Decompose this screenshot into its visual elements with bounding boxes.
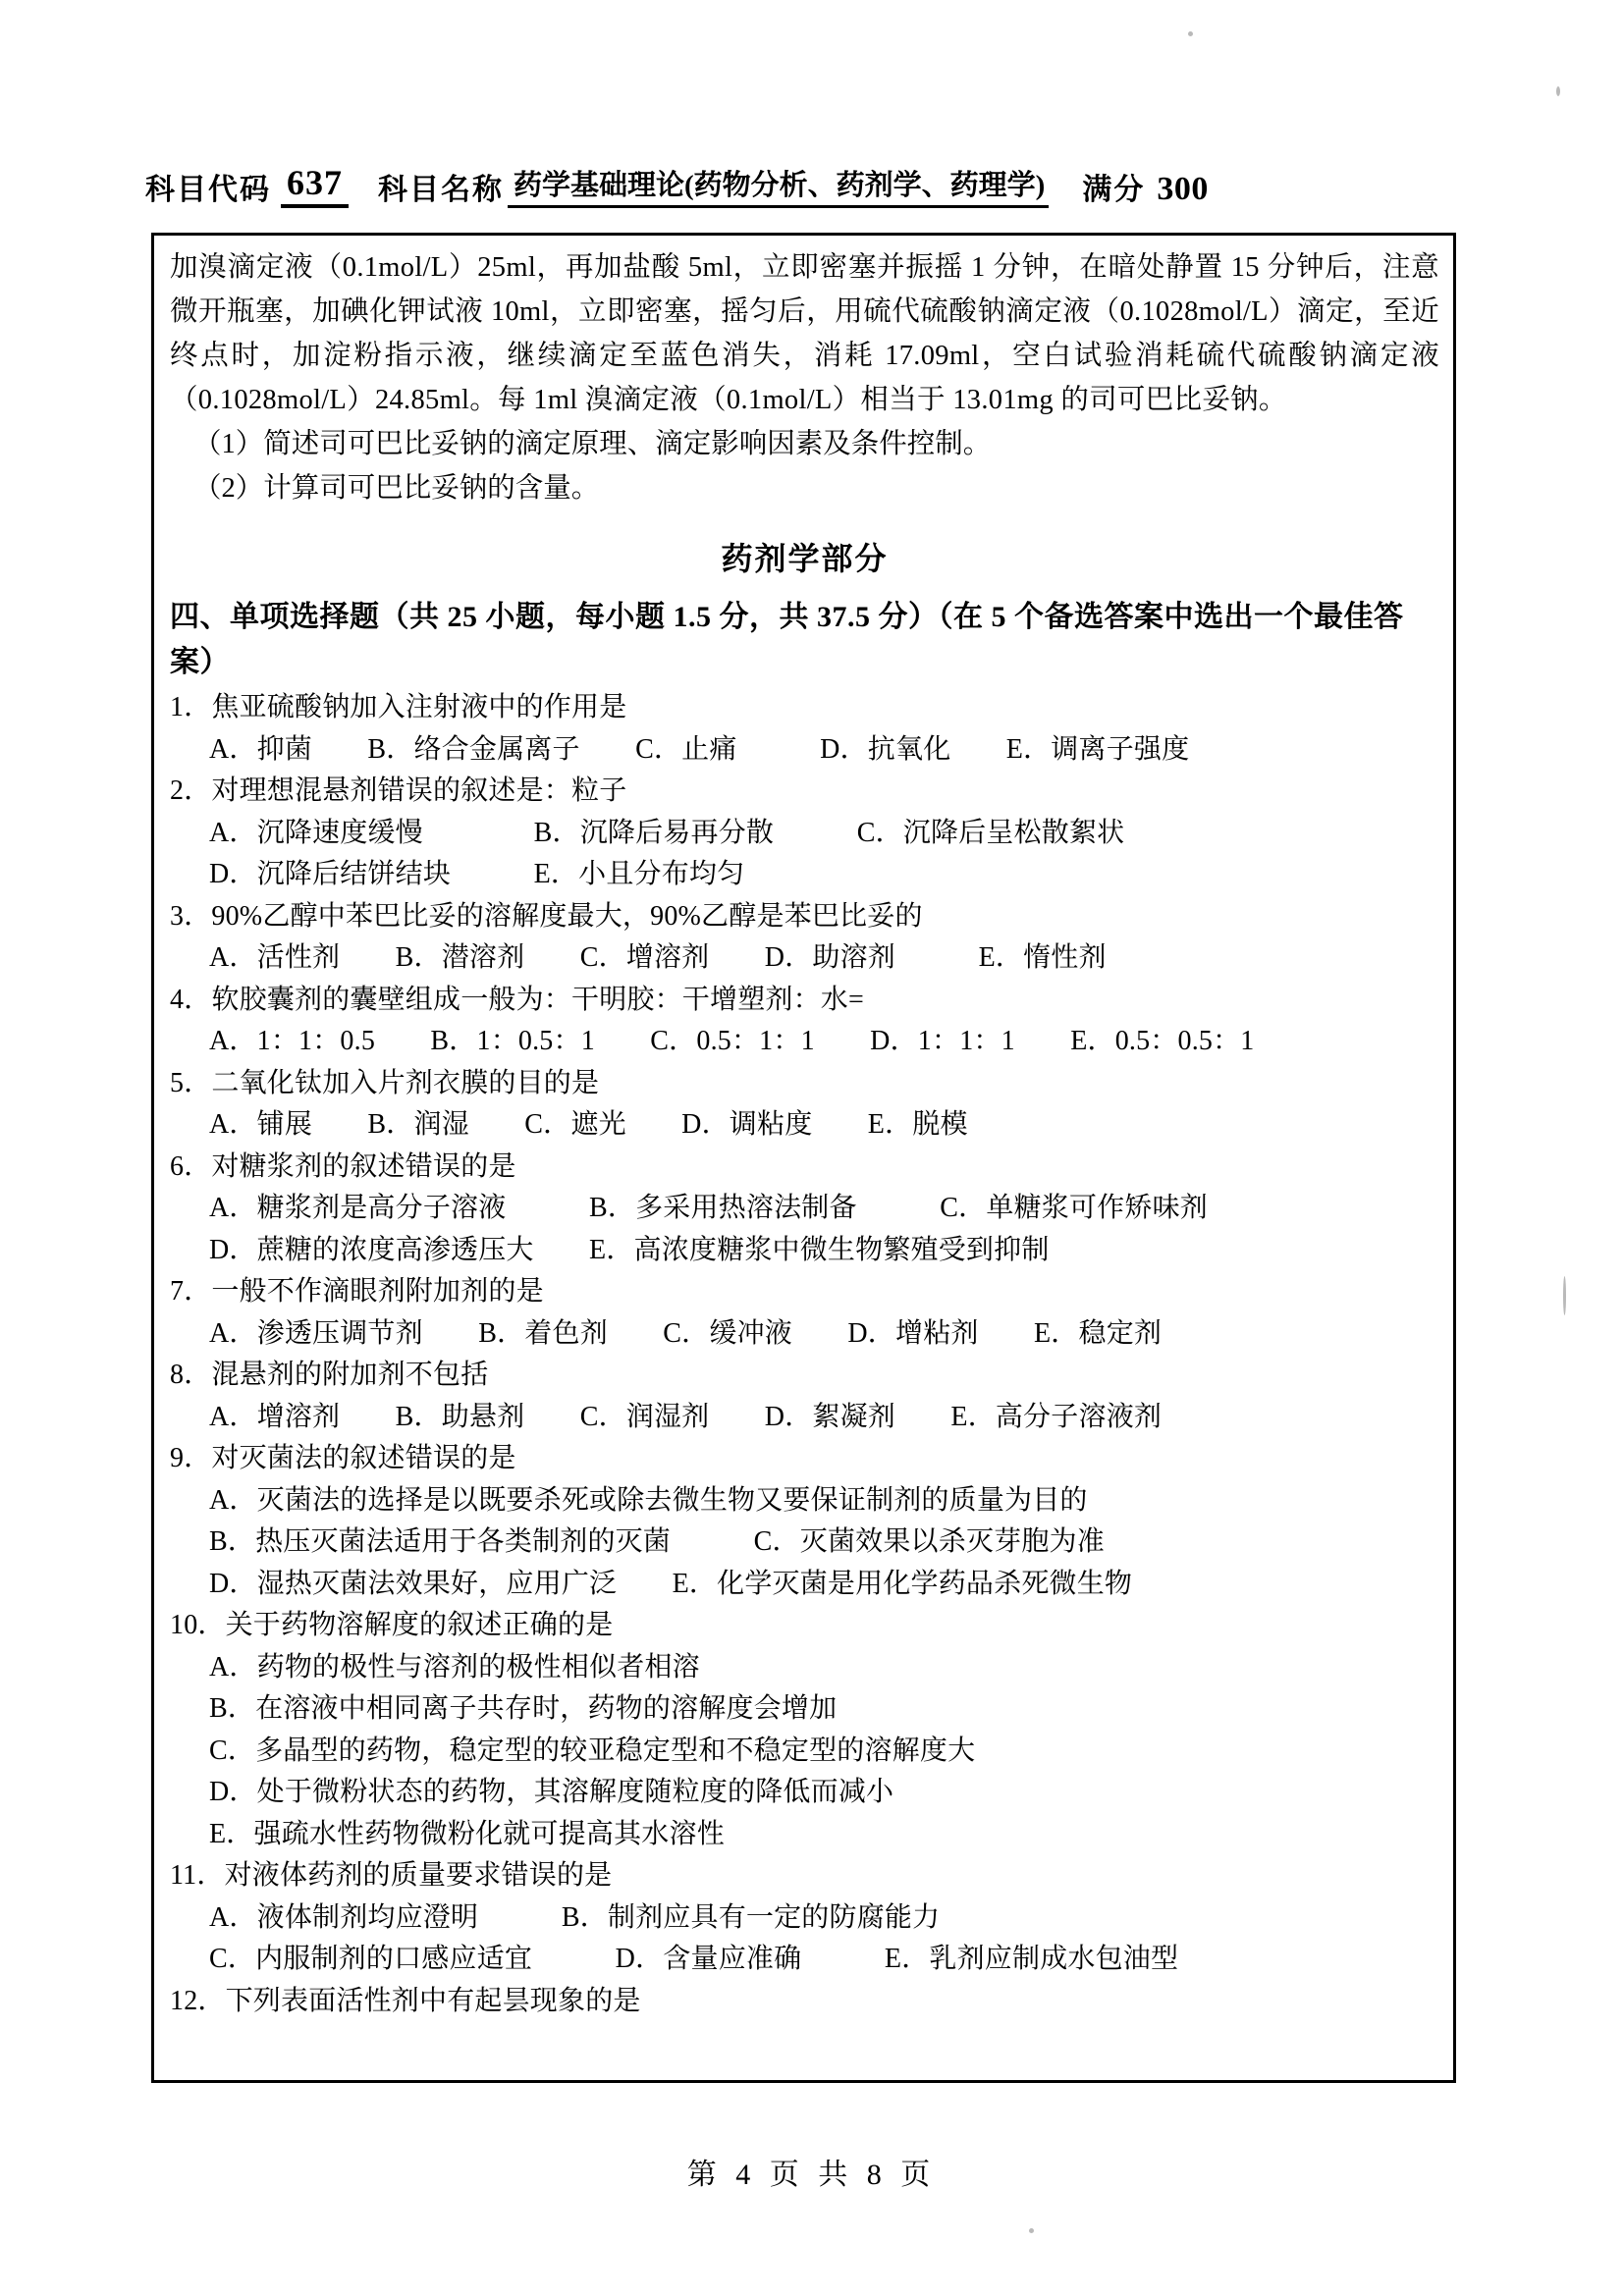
question-options: A．液体制剂均应澄明 B．制剂应具有一定的防腐能力	[209, 1901, 941, 1933]
scan-speck	[1188, 31, 1193, 36]
scan-speck	[1029, 2228, 1034, 2233]
question-stem: 5．二氧化钛加入片剂衣膜的目的是	[170, 1067, 600, 1098]
question-options: A．药物的极性与溶剂的极性相似者相溶	[209, 1651, 700, 1682]
question-stem: 2．对理想混悬剂错误的叙述是：粒子	[170, 775, 627, 806]
passage-body: 加溴滴定液（0.1mol/L）25ml，再加盐酸 5ml，立即密塞并振摇 1 分钟，在暗处静置 15 分钟后，注意微开瓶塞，加碘化钾试液 10ml，立即密塞，摇匀后，用硫代硫酸钠滴定液（0.1028mol/L）滴定，至近终点时，加淀粉指示液，继续滴定至蓝色消失，消耗 17.09ml，空白试验消耗硫代硫酸钠滴定液（0.1028mol/L）24.85ml。每 1ml 溴滴定液（0.1mol/L）相当于 13.01mg 的司可巴比妥钠。	[170, 252, 1439, 415]
question-options: A．铺展 B．润湿 C．遮光 D．调粘度 E．脱模	[209, 1109, 968, 1140]
exam-header	[145, 157, 1481, 208]
question-stem: 10．关于药物溶解度的叙述正确的是	[170, 1610, 614, 1640]
content-box	[151, 233, 1456, 2083]
section-title: 药剂学部分	[721, 541, 889, 576]
subject-name-label: 科目名称	[378, 174, 504, 206]
full-score-label: 满分	[1082, 174, 1146, 206]
question-options: A．糖浆剂是高分子溶液 B．多采用热溶法制备 C．单糖浆可作矫味剂	[209, 1193, 1208, 1223]
question-options: A．活性剂 B．潜溶剂 C．增溶剂 D．助溶剂 E．惰性剂	[209, 942, 1107, 973]
question-stem: 4．软胶囊剂的囊壁组成一般为：干明胶：干增塑剂：水=	[170, 984, 864, 1015]
question-options: C．内服制剂的口感应适宜 D．含量应准确 E．乳剂应制成水包油型	[209, 1944, 1179, 1974]
question-stem: 9．对灭菌法的叙述错误的是	[170, 1443, 516, 1473]
question-stem: 6．对糖浆剂的叙述错误的是	[170, 1150, 516, 1182]
question-stem: 1．焦亚硫酸钠加入注射液中的作用是	[170, 692, 627, 722]
section-instruction: 四、单项选择题（共 25 小题，每小题 1.5 分，共 37.5 分）（在 5 个备选答案中选出一个最佳答案）	[170, 601, 1404, 678]
question-options: D．蔗糖的浓度高渗透压大 E．高浓度糖浆中微生物繁殖受到抑制	[209, 1234, 1050, 1265]
question-stem: 7．一般不作滴眼剂附加剂的是	[170, 1276, 544, 1307]
subject-code-value: 637	[281, 162, 349, 208]
subject-name-value: 药学基础理论(药物分析、药剂学、药理学)	[508, 163, 1049, 208]
question-options: A．增溶剂 B．助悬剂 C．润湿剂 D．絮凝剂 E．高分子溶液剂	[209, 1401, 1163, 1432]
full-score-value: 300	[1157, 171, 1209, 207]
question-options: D．湿热灭菌法效果好，应用广泛 E．化学灭菌是用化学药品杀死微生物	[209, 1568, 1133, 1599]
question-options: D．处于微粉状态的药物，其溶解度随粒度的降低而减小	[209, 1777, 894, 1807]
question-options: A．渗透压调节剂 B．着色剂 C．缓冲液 D．增粘剂 E．稳定剂	[209, 1317, 1163, 1349]
question-options: D．沉降后结饼结块 E．小且分布均匀	[209, 859, 745, 889]
scan-speck	[1563, 1276, 1566, 1315]
question-options: C．多晶型的药物，稳定型的较亚稳定型和不稳定型的溶解度大	[209, 1735, 976, 1766]
question-options: B．在溶液中相同离子共存时，药物的溶解度会增加	[209, 1693, 838, 1724]
question-options: A．抑菌 B．络合金属离子 C．止痛 D．抗氧化 E．调离子强度	[209, 733, 1190, 765]
question-stem: 3．90%乙醇中苯巴比妥的溶解度最大，90%乙醇是苯巴比妥的	[170, 900, 923, 932]
scan-speck	[1556, 86, 1560, 96]
question-options: A．沉降速度缓慢 B．沉降后易再分散 C．沉降后呈松散絮状	[209, 817, 1125, 848]
subject-code-label: 科目代码	[145, 174, 271, 206]
page-footer: 第 4 页 共 8 页	[686, 2159, 937, 2191]
question-stem: 8．混悬剂的附加剂不包括	[170, 1360, 489, 1390]
question-stem: 11．对液体药剂的质量要求错误的是	[170, 1860, 613, 1891]
question-stem: 12．下列表面活性剂中有起昙现象的是	[170, 1985, 641, 2016]
question-options: E．强疏水性药物微粉化就可提高其水溶性	[209, 1818, 725, 1849]
passage-sub-question-2: （2）计算司可巴比妥钠的含量。	[193, 473, 600, 504]
question-options: A．1：1：0.5 B．1：0.5：1 C．0.5：1：1 D．1：1：1 E．0.5：0.5：1	[209, 1026, 1255, 1056]
passage-sub-question-1: （1）简述司可巴比妥钠的滴定原理、滴定影响因素及条件控制。	[193, 429, 992, 459]
question-options: A．灭菌法的选择是以既要杀死或除去微生物又要保证制剂的质量为目的	[209, 1484, 1088, 1516]
question-options: B．热压灭菌法适用于各类制剂的灭菌 C．灭菌效果以杀灭芽胞为准	[209, 1526, 1105, 1557]
